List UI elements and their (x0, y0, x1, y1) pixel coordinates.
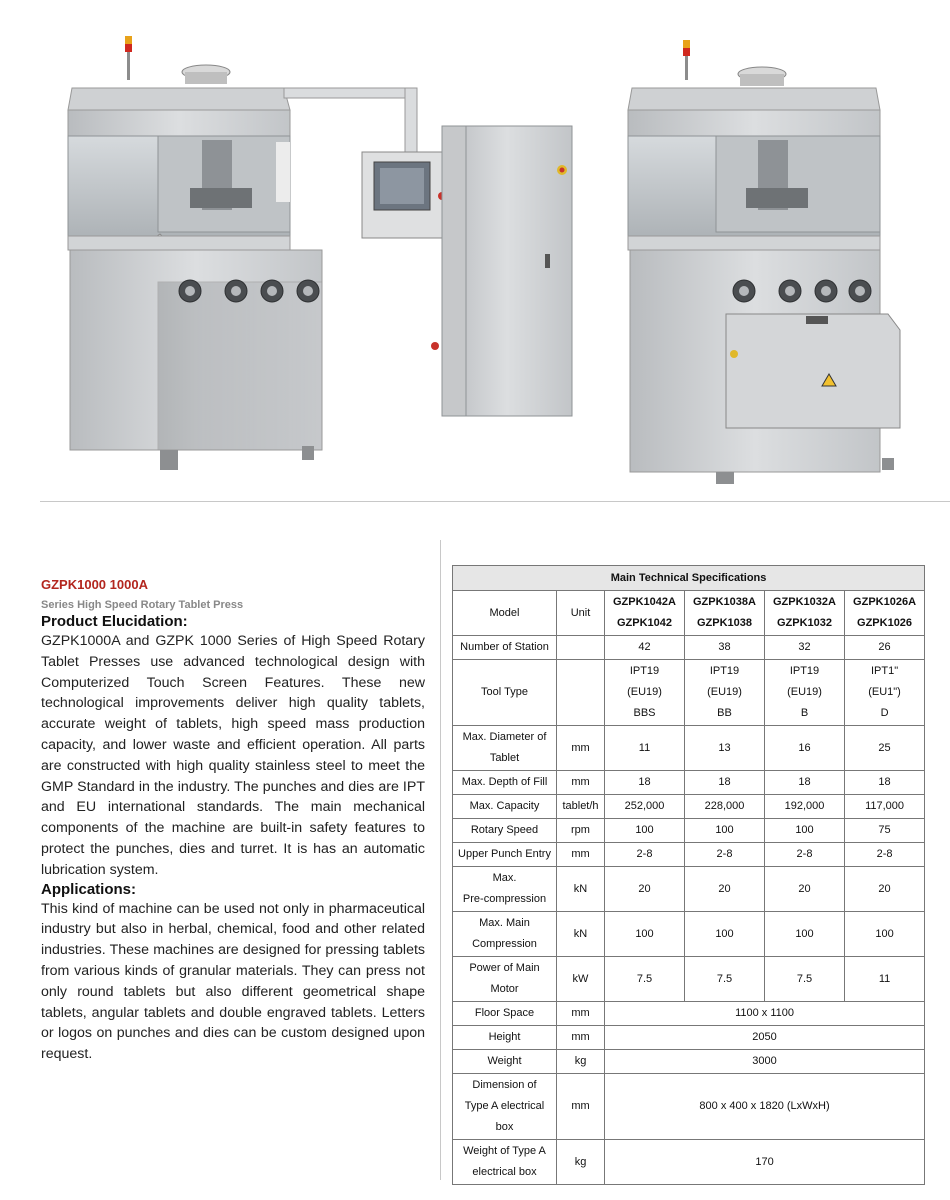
cell-line: box (495, 1121, 514, 1133)
unit-cell: mm (557, 1002, 605, 1026)
value-cell: 192,000 (765, 795, 845, 819)
value-cell: 20 (685, 867, 765, 912)
param-cell: Tool Type (453, 660, 557, 726)
param-cell: Weight (453, 1050, 557, 1074)
param-cell: Rotary Speed (453, 819, 557, 843)
value-cell: 20 (765, 867, 845, 912)
param-cell: Height (453, 1026, 557, 1050)
cell-line: IPT19 (629, 665, 660, 677)
unit-cell: mm (557, 726, 605, 771)
cell-line: Power of Main (469, 962, 540, 974)
value-cell: 100 (765, 819, 845, 843)
value-cell (685, 660, 765, 726)
value-cell: 32 (765, 636, 845, 660)
param-cell (453, 1074, 557, 1140)
unit-cell: kN (557, 912, 605, 957)
value-cell: 16 (765, 726, 845, 771)
value-cell: 100 (685, 912, 765, 957)
cell-line: Max. (492, 872, 517, 884)
value-cell: 11 (605, 726, 685, 771)
value-cell: 38 (685, 636, 765, 660)
cell-line: electrical box (472, 1166, 537, 1178)
value-cell: 7.5 (605, 957, 685, 1002)
value-cell: 18 (845, 771, 925, 795)
product-description (41, 576, 425, 1065)
model-name: GZPK1026A (853, 596, 917, 608)
value-cell: 100 (605, 912, 685, 957)
value-cell: 228,000 (685, 795, 765, 819)
unit-cell (557, 660, 605, 726)
value-cell: 42 (605, 636, 685, 660)
value-cell: 7.5 (765, 957, 845, 1002)
cell-line: D (880, 707, 889, 719)
cell-line: Type A electrical (464, 1100, 545, 1112)
value-cell (765, 660, 845, 726)
value-cell: 18 (685, 771, 765, 795)
value-cell: 100 (765, 912, 845, 957)
horizontal-divider (40, 501, 950, 502)
model-column-1042 (605, 591, 685, 636)
control-cabinet (362, 126, 572, 416)
table-row (453, 819, 925, 843)
param-cell: Number of Station (453, 636, 557, 660)
spec-table-caption: Main Technical Specifications (453, 566, 925, 591)
left-press-machine (68, 36, 322, 470)
cell-line: Weight of Type A (463, 1145, 546, 1157)
applications-text: This kind of machine can be used not only in pharmaceutical industry but also in herbal, chemical, food and other related industries. These machines are designed for pressing tablets from various kinds of granular materials. They can press not only round tablets but also different geometrical shape tablets, angular tablets and double engraved tablets. Letters or logos on punches and dies can be custom designed upon request. (41, 900, 425, 1063)
model-name: GZPK1032 (776, 617, 833, 629)
cell-line: Max. Diameter of (462, 731, 547, 743)
table-row (453, 1074, 925, 1140)
table-row (453, 795, 925, 819)
unit-cell: tablet/h (557, 795, 605, 819)
table-header-row (453, 591, 925, 636)
cell-line: (EU1") (868, 686, 901, 698)
applications-heading: Applications: (41, 880, 137, 898)
table-row (453, 1026, 925, 1050)
model-column-1038 (685, 591, 765, 636)
model-column-1032 (765, 591, 845, 636)
unit-cell: mm (557, 771, 605, 795)
param-cell: Floor Space (453, 1002, 557, 1026)
param-cell: Max. Capacity (453, 795, 557, 819)
value-cell: 252,000 (605, 795, 685, 819)
cell-line: Max. Main (479, 917, 530, 929)
unit-cell: rpm (557, 819, 605, 843)
param-cell (453, 1140, 557, 1185)
unit-cell: kN (557, 867, 605, 912)
model-name: GZPK1042A (613, 596, 676, 608)
spec-table (452, 565, 925, 1185)
unit-cell: kg (557, 1140, 605, 1185)
unit-cell: mm (557, 1026, 605, 1050)
value-cell: 2-8 (845, 843, 925, 867)
value-cell: 2-8 (685, 843, 765, 867)
cell-line: (EU19) (787, 686, 822, 698)
value-cell: 11 (845, 957, 925, 1002)
cell-line: Pre-compression (462, 893, 547, 905)
table-row (453, 843, 925, 867)
param-cell: Max. Depth of Fill (453, 771, 557, 795)
cell-line: IPT19 (789, 665, 820, 677)
table-row (453, 726, 925, 771)
table-row (453, 957, 925, 1002)
value-cell: 18 (605, 771, 685, 795)
param-cell (453, 957, 557, 1002)
model-column-1026 (845, 591, 925, 636)
value-cell: 20 (845, 867, 925, 912)
table-row (453, 771, 925, 795)
value-cell: 100 (845, 912, 925, 957)
table-row (453, 1140, 925, 1185)
param-cell (453, 726, 557, 771)
model-title: GZPK1000 1000A (41, 577, 148, 592)
value-cell-merged: 1100 x 1100 (605, 1002, 925, 1026)
table-row (453, 1050, 925, 1074)
unit-cell: kW (557, 957, 605, 1002)
unit-cell (557, 636, 605, 660)
table-row (453, 636, 925, 660)
value-cell: 2-8 (605, 843, 685, 867)
table-row (453, 867, 925, 912)
model-name: GZPK1042 (616, 617, 673, 629)
value-cell: 117,000 (845, 795, 925, 819)
elucidation-heading: Product Elucidation: (41, 613, 188, 630)
cell-line: Dimension of (472, 1079, 537, 1091)
unit-cell: mm (557, 1074, 605, 1140)
table-row (453, 1002, 925, 1026)
value-cell: 18 (765, 771, 845, 795)
value-cell-merged: 3000 (605, 1050, 925, 1074)
unit-cell: kg (557, 1050, 605, 1074)
cell-line: (EU19) (707, 686, 742, 698)
cell-line: Tablet (489, 752, 520, 764)
param-cell (453, 912, 557, 957)
cell-line: IPT19 (709, 665, 740, 677)
value-cell: 100 (685, 819, 765, 843)
model-name: GZPK1032A (773, 596, 836, 608)
vertical-divider (440, 540, 441, 1180)
param-cell: Upper Punch Entry (453, 843, 557, 867)
value-cell: 20 (605, 867, 685, 912)
unit-cell: mm (557, 843, 605, 867)
value-cell: 26 (845, 636, 925, 660)
table-row (453, 912, 925, 957)
value-cell: 25 (845, 726, 925, 771)
spec-table-container (452, 565, 924, 1185)
value-cell: 2-8 (765, 843, 845, 867)
cell-line: BB (717, 707, 732, 719)
header-unit: Unit (557, 591, 605, 636)
cell-line: (EU19) (627, 686, 662, 698)
header-model: Model (453, 591, 557, 636)
product-photo (40, 18, 920, 496)
table-row (453, 660, 925, 726)
product-subtitle: Series High Speed Rotary Tablet Press (41, 599, 244, 611)
value-cell: 75 (845, 819, 925, 843)
value-cell (605, 660, 685, 726)
value-cell-merged: 170 (605, 1140, 925, 1185)
model-name: GZPK1038A (693, 596, 756, 608)
value-cell-merged: 2050 (605, 1026, 925, 1050)
value-cell: 100 (605, 819, 685, 843)
model-name: GZPK1026 (857, 617, 913, 629)
right-press-machine (628, 40, 900, 484)
cell-line: IPT1" (870, 665, 899, 677)
value-cell: 7.5 (685, 957, 765, 1002)
elucidation-text: GZPK1000A and GZPK 1000 Series of High Speed Rotary Tablet Presses use advanced technological design with Computerized Touch Screen Features. These new technological improvements deliver high quality tablets, accurate weight of tablets, high speed mass production capacity, and lower waste and efficient operation. All parts are constructed with high quality stainless steel to meet the GMP Standard in the industry. The punches and dies are IPT and EU international standards. The main mechanical components of the machine are built-in safety features to protect the punches, dies and turret. It is has an automatic lubrication system. (41, 633, 425, 878)
cell-line: Motor (490, 983, 519, 995)
value-cell-merged: 800 x 400 x 1820 (LxWxH) (605, 1074, 925, 1140)
value-cell (845, 660, 925, 726)
param-cell (453, 867, 557, 912)
cell-line: B (800, 707, 809, 719)
cell-line: Compression (472, 938, 537, 950)
model-name: GZPK1038 (696, 617, 753, 629)
value-cell: 13 (685, 726, 765, 771)
cell-line: BBS (633, 707, 656, 719)
